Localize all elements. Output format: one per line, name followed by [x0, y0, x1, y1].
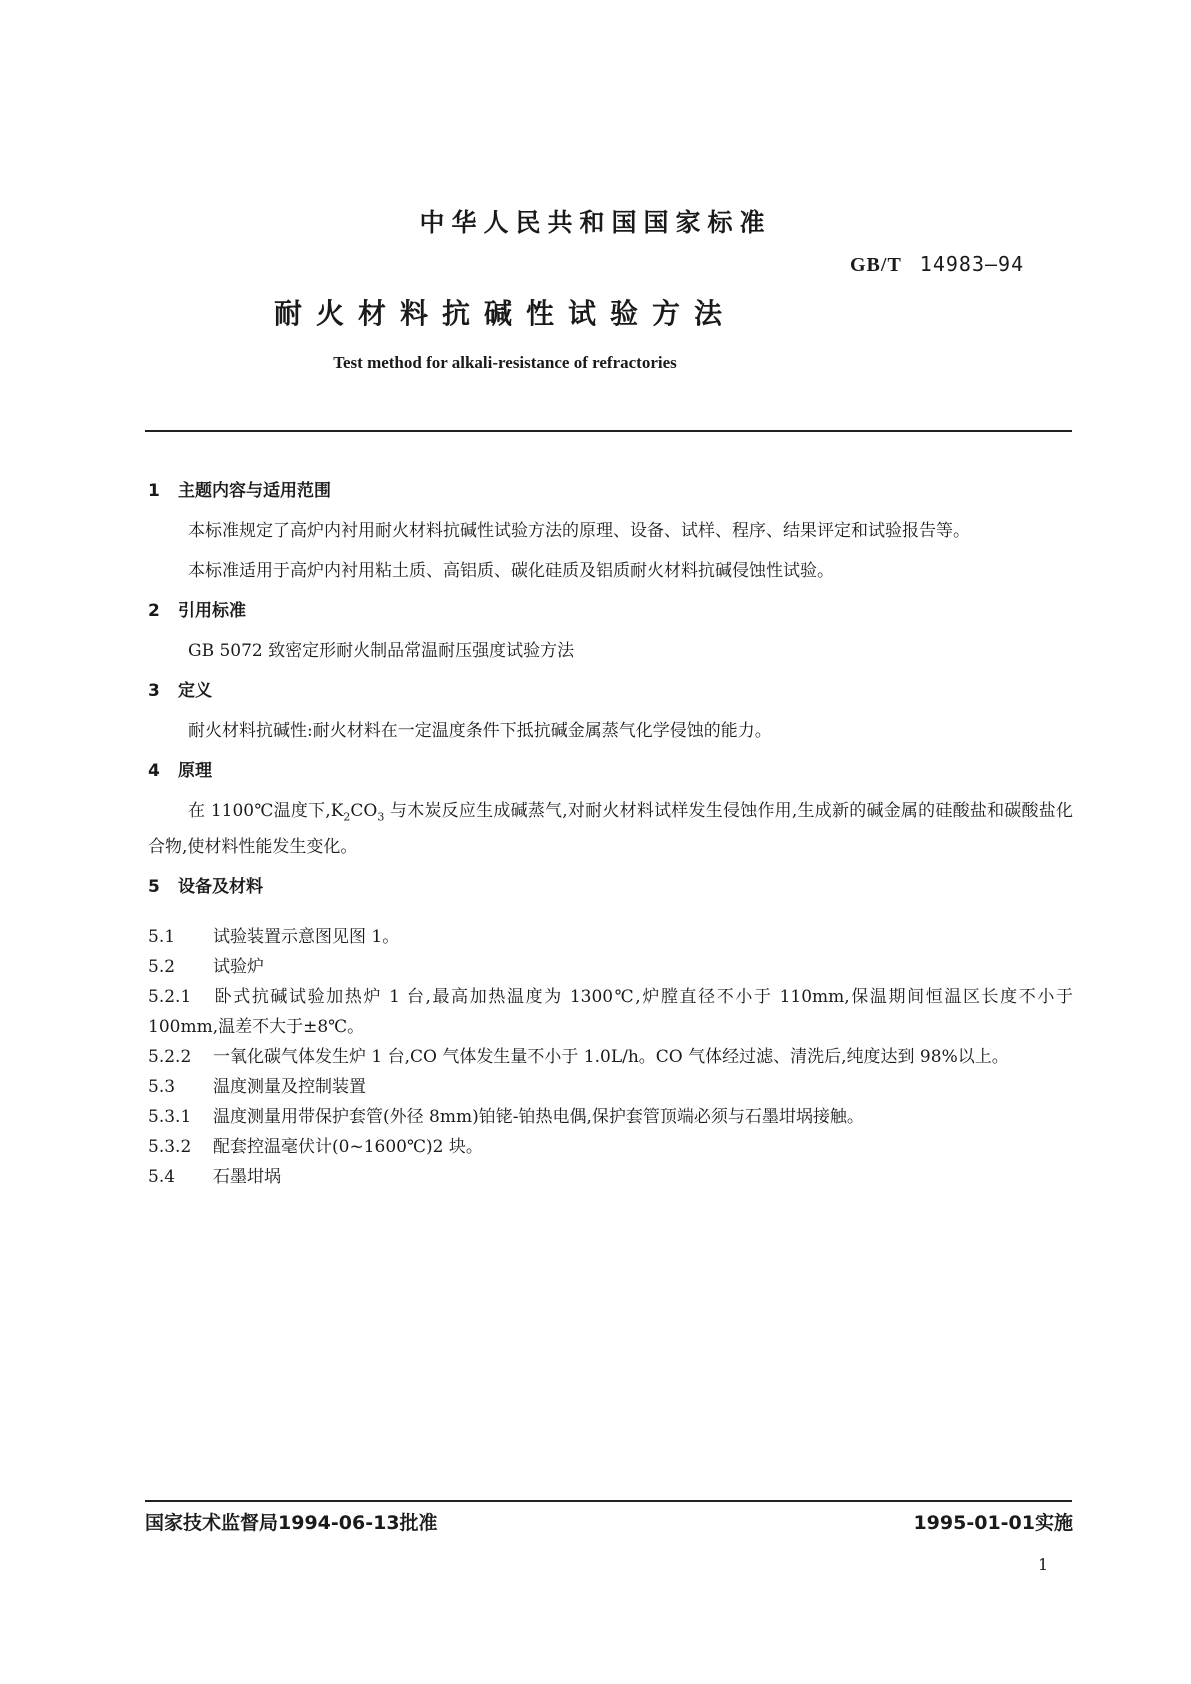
clause-number: 5.3.2	[148, 1137, 192, 1158]
subscript: 3	[377, 810, 385, 824]
section-number: 4	[148, 761, 160, 781]
clause-number: 5.3.1	[148, 1107, 192, 1128]
section-title: 引用标准	[178, 601, 246, 621]
approval-date: 国家技术监督局1994-06-13批准	[145, 1512, 438, 1534]
section-title: 定义	[178, 681, 212, 701]
section-heading-3	[148, 676, 1073, 706]
clause-text: 卧式抗碱试验加热炉 1 台,最高加热温度为 1300℃,炉膛直径不小于 110mm,保温期间恒温区长度不小于 100mm,温差不大于±8℃。	[148, 987, 1073, 1038]
text-run: CO	[350, 801, 378, 821]
principle-paragraph	[148, 796, 1073, 862]
section-heading-5	[148, 872, 1073, 902]
header-divider	[145, 430, 1072, 432]
section-title: 原理	[178, 761, 212, 781]
footer-divider	[145, 1500, 1072, 1502]
clause-text: 试验装置示意图见图 1。	[213, 927, 400, 948]
section-heading-1	[148, 476, 1073, 506]
page-number: 1	[1038, 1555, 1049, 1574]
clause-number: 5.2	[148, 957, 176, 978]
clause-number: 5.2.1	[148, 987, 192, 1008]
section-number: 1	[148, 481, 160, 501]
document-title-en: Test method for alkali-resistance of refractories	[333, 353, 677, 372]
national-standard-heading: 中华人民共和国国家标准	[419, 208, 772, 237]
clause-5-2	[148, 952, 1073, 982]
text-run: 在 1100℃温度下,K	[188, 801, 344, 821]
referenced-standard: GB 5072 致密定形耐火制品常温耐压强度试验方法	[188, 641, 575, 661]
clause-5-3	[148, 1072, 1073, 1102]
clause-5-2-1	[148, 982, 1073, 1042]
clause-5-4	[148, 1162, 1073, 1192]
clause-5-3-1	[148, 1102, 1073, 1132]
clause-text: 配套控温毫伏计(0~1600℃)2 块。	[213, 1137, 483, 1158]
definition-paragraph: 耐火材料抗碱性:耐火材料在一定温度条件下抵抗碱金属蒸气化学侵蚀的能力。	[188, 721, 772, 741]
clause-5-3-2	[148, 1132, 1073, 1162]
text-run: 与木炭反应生成碱蒸气,对耐火材料试样发生侵蚀作用,生成新的碱金属的硅酸盐和碳酸盐化合物,使材料性能发生变化。	[148, 801, 1073, 858]
clause-text: 试验炉	[213, 957, 264, 978]
subscript: 2	[343, 810, 351, 824]
standard-number	[850, 252, 1024, 277]
implementation-date: 1995-01-01实施	[913, 1512, 1073, 1534]
section-heading-2	[148, 596, 1073, 626]
clause-number: 5.2.2	[148, 1047, 192, 1068]
paragraph: 本标准适用于高炉内衬用粘土质、高铝质、碳化硅质及铝质耐火材料抗碱侵蚀性试验。	[188, 561, 834, 581]
standard-code: 14983—94	[919, 252, 1025, 276]
section-title: 设备及材料	[178, 877, 263, 898]
clause-number: 5.4	[148, 1167, 176, 1188]
clause-text: 温度测量及控制装置	[213, 1077, 366, 1098]
clause-5-1	[148, 922, 1073, 952]
section-heading-4	[148, 756, 1073, 786]
document-body	[148, 470, 1073, 1192]
section-number: 5	[148, 877, 160, 898]
paragraph: 本标准规定了高炉内衬用耐火材料抗碱性试验方法的原理、设备、试样、程序、结果评定和试验报告等。	[188, 521, 970, 541]
section-number: 3	[148, 681, 160, 701]
section-number: 2	[148, 601, 160, 621]
clause-text: 一氧化碳气体发生炉 1 台,CO 气体发生量不小于 1.0L/h。CO 气体经过滤、清洗后,纯度达到 98%以上。	[213, 1047, 1009, 1068]
spacer	[148, 912, 1073, 922]
clause-5-2-2	[148, 1042, 1073, 1072]
clause-number: 5.1	[148, 927, 176, 948]
clause-text: 温度测量用带保护套管(外径 8mm)铂铑-铂热电偶,保护套管顶端必须与石墨坩埚接触。	[213, 1107, 864, 1128]
section-title: 主题内容与适用范围	[178, 481, 331, 501]
clause-number: 5.3	[148, 1077, 176, 1098]
standard-prefix: GB/T	[850, 254, 902, 276]
clause-text: 石墨坩埚	[213, 1167, 281, 1188]
document-title-cn: 耐火材料抗碱性试验方法	[273, 297, 736, 330]
